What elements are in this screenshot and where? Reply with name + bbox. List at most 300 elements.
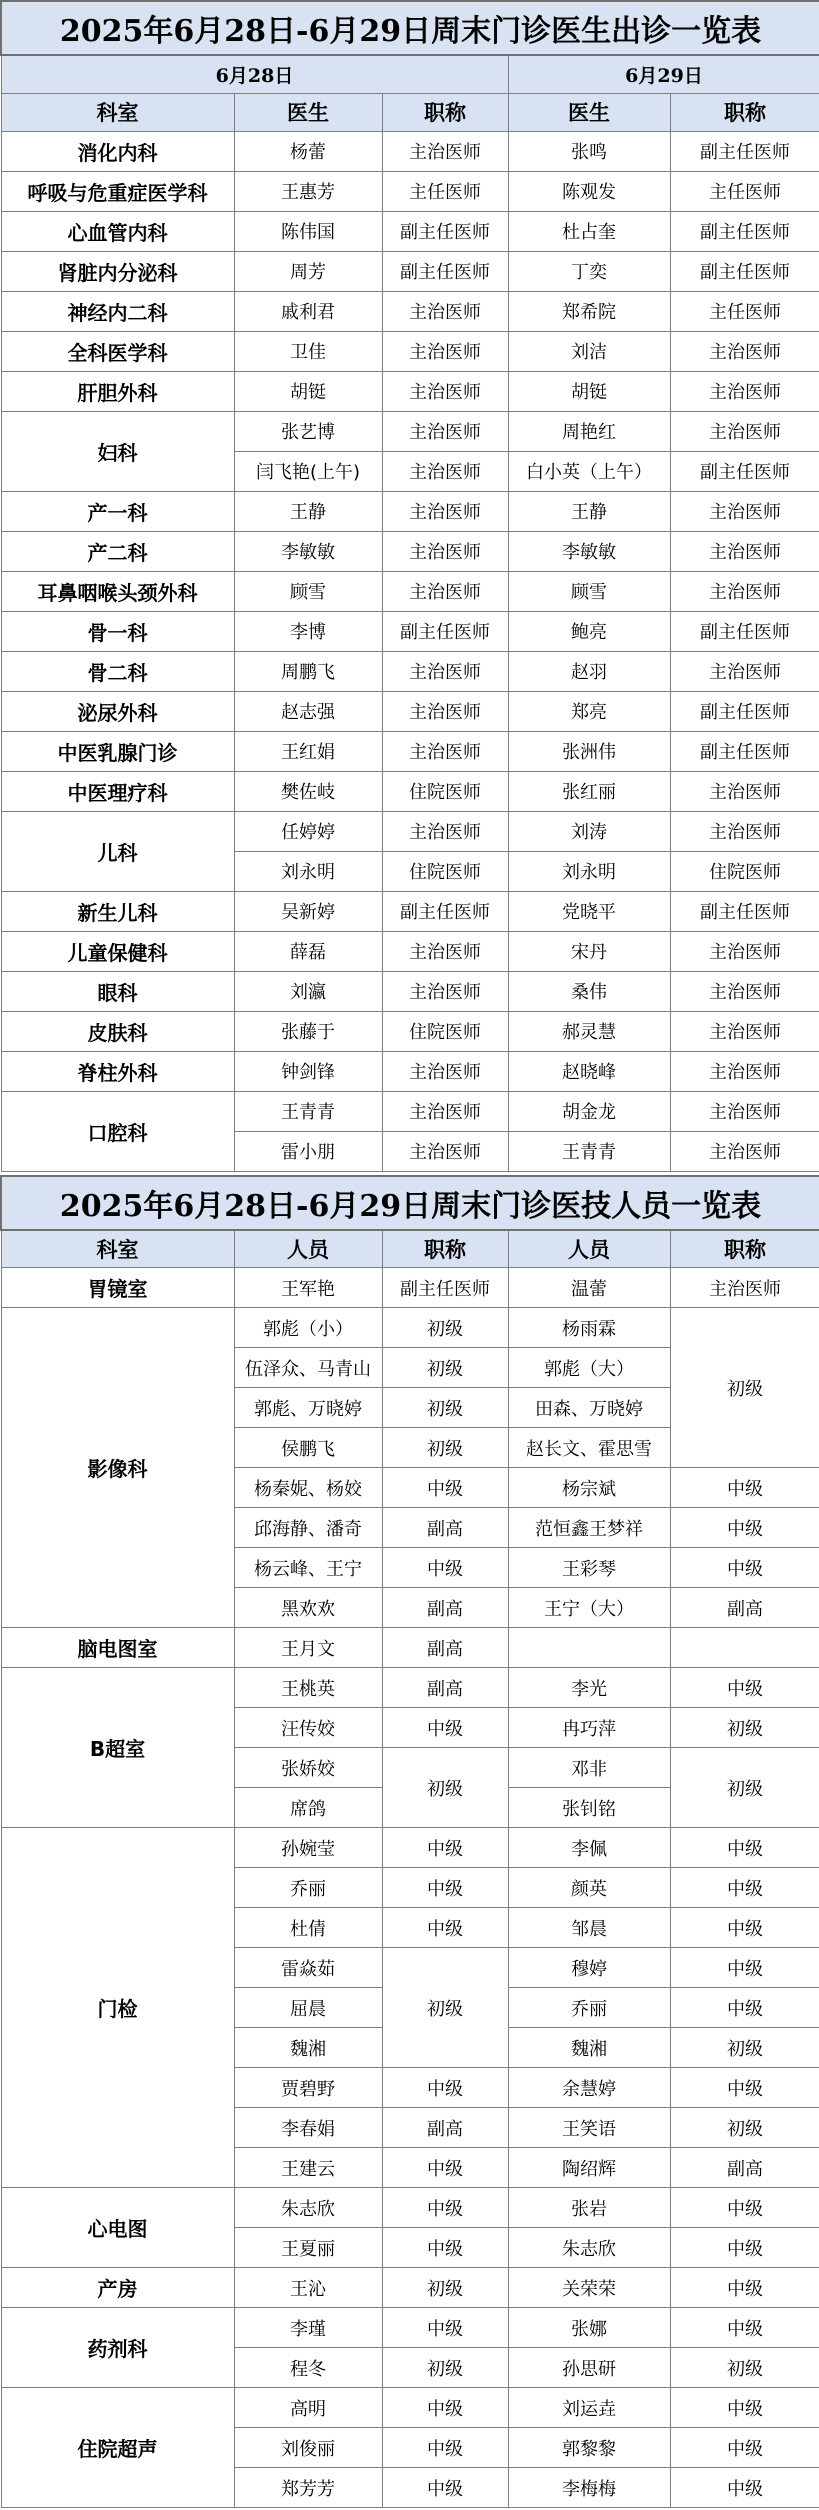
staff-name-cell: 张洲伟	[508, 731, 670, 771]
staff-title-cell: 中级	[382, 2428, 508, 2468]
col-header-dept: 科室	[1, 93, 234, 131]
staff-name-cell: 薛磊	[234, 931, 382, 971]
staff-title-cell: 初级	[670, 2028, 819, 2068]
staff-title-cell: 副主任医师	[382, 251, 508, 291]
staff-name-cell: 胡铤	[508, 371, 670, 411]
staff-name-cell: 杨宗斌	[508, 1468, 670, 1508]
staff-name-cell: 李敏敏	[508, 531, 670, 571]
staff-name-cell: 高明	[234, 2388, 382, 2428]
department-cell: 儿童保健科	[1, 931, 234, 971]
staff-title-cell: 主治医师	[382, 131, 508, 171]
staff-title-cell: 主治医师	[382, 931, 508, 971]
staff-title-cell: 初级	[382, 2268, 508, 2308]
staff-name-cell: 党晓平	[508, 891, 670, 931]
department-cell: 产一科	[1, 491, 234, 531]
staff-name-cell: 赵志强	[234, 691, 382, 731]
staff-name-cell: 丁奕	[508, 251, 670, 291]
staff-name-cell: 胡铤	[234, 371, 382, 411]
department-cell: 产二科	[1, 531, 234, 571]
staff-title-cell: 中级	[670, 1548, 819, 1588]
staff-name-cell: 白小英（上午）	[508, 451, 670, 491]
department-cell: 骨一科	[1, 611, 234, 651]
staff-title-cell: 中级	[670, 1468, 819, 1508]
staff-name-cell: 顾雪	[508, 571, 670, 611]
staff-title-cell: 主治医师	[670, 931, 819, 971]
staff-name-cell: 李敏敏	[234, 531, 382, 571]
staff-title-cell: 初级	[382, 1948, 508, 2068]
staff-name-cell: 李博	[234, 611, 382, 651]
staff-title-cell: 副主任医师	[670, 251, 819, 291]
staff-title-cell	[670, 1628, 819, 1668]
staff-name-cell: 邓非	[508, 1748, 670, 1788]
staff-name-cell: 邹晨	[508, 1908, 670, 1948]
staff-name-cell: 颜英	[508, 1868, 670, 1908]
staff-name-cell: 胡金龙	[508, 1091, 670, 1131]
table-row	[1, 971, 819, 1011]
staff-title-cell: 住院医师	[670, 851, 819, 891]
staff-name-cell: 周鹏飞	[234, 651, 382, 691]
department-cell: 药剂科	[1, 2308, 234, 2388]
staff-name-cell: 乔丽	[234, 1868, 382, 1908]
staff-title-cell: 主治医师	[382, 1051, 508, 1091]
staff-name-cell: 郝灵慧	[508, 1011, 670, 1051]
staff-title-cell: 主任医师	[670, 291, 819, 331]
department-cell: 肝胆外科	[1, 371, 234, 411]
staff-title-cell: 中级	[382, 2468, 508, 2508]
staff-title-cell: 中级	[382, 2388, 508, 2428]
staff-name-cell: 赵羽	[508, 651, 670, 691]
staff-name-cell: 郭彪（大）	[508, 1348, 670, 1388]
staff-title-cell: 中级	[382, 2148, 508, 2188]
staff-name-cell: 刘永明	[508, 851, 670, 891]
table-row	[1, 891, 819, 931]
department-cell: 眼科	[1, 971, 234, 1011]
department-cell: 胃镜室	[1, 1268, 234, 1308]
staff-title-cell: 主治医师	[382, 971, 508, 1011]
staff-title-cell: 中级	[382, 2308, 508, 2348]
staff-name-cell	[508, 1628, 670, 1668]
staff-name-cell: 卫佳	[234, 331, 382, 371]
staff-title-cell: 中级	[382, 1908, 508, 1948]
staff-name-cell: 贾碧野	[234, 2068, 382, 2108]
staff-title-cell: 初级	[670, 1708, 819, 1748]
table-row	[1, 251, 819, 291]
staff-name-cell: 郭彪（小）	[234, 1308, 382, 1348]
staff-name-cell: 穆婷	[508, 1948, 670, 1988]
staff-title-cell: 初级	[382, 1308, 508, 1348]
staff-name-cell: 陈伟国	[234, 211, 382, 251]
staff-name-cell: 席鸽	[234, 1788, 382, 1828]
table-row	[1, 531, 819, 571]
table-row	[1, 171, 819, 211]
staff-name-cell: 郑希院	[508, 291, 670, 331]
col-header-title: 职称	[382, 93, 508, 131]
staff-title-cell: 副主任医师	[670, 211, 819, 251]
staff-title-cell: 初级	[382, 1428, 508, 1468]
staff-name-cell: 杨蕾	[234, 131, 382, 171]
staff-name-cell: 刘运垚	[508, 2388, 670, 2428]
staff-name-cell: 张艺博	[234, 411, 382, 451]
staff-title-cell: 主任医师	[382, 171, 508, 211]
staff-name-cell: 伍泽众、马青山	[234, 1348, 382, 1388]
staff-title-cell: 主治医师	[670, 971, 819, 1011]
staff-title-cell: 主治医师	[382, 571, 508, 611]
table-row	[1, 931, 819, 971]
staff-title-cell: 住院医师	[382, 1011, 508, 1051]
staff-title-cell: 初级	[382, 1748, 508, 1828]
staff-title-cell: 中级	[670, 2188, 819, 2228]
staff-title-cell: 主治医师	[670, 1268, 819, 1308]
staff-name-cell: 邱海静、潘奇	[234, 1508, 382, 1548]
staff-name-cell: 张岩	[508, 2188, 670, 2228]
staff-title-cell: 中级	[670, 2228, 819, 2268]
staff-name-cell: 王青青	[508, 1131, 670, 1171]
staff-title-cell: 主治医师	[382, 411, 508, 451]
staff-title-cell: 主治医师	[670, 1131, 819, 1171]
staff-title-cell: 主任医师	[670, 171, 819, 211]
table-row	[1, 1268, 819, 1308]
staff-name-cell: 王红娟	[234, 731, 382, 771]
date-header-0628: 6月28日	[1, 55, 508, 93]
table-row	[1, 491, 819, 531]
staff-title-cell: 中级	[670, 2068, 819, 2108]
staff-name-cell: 李佩	[508, 1828, 670, 1868]
staff-name-cell: 乔丽	[508, 1988, 670, 2028]
staff-name-cell: 钟剑锋	[234, 1051, 382, 1091]
staff-title-cell: 中级	[670, 1988, 819, 2028]
table-row	[1, 1091, 819, 1131]
staff-name-cell: 雷小朋	[234, 1131, 382, 1171]
staff-title-cell: 主治医师	[382, 1091, 508, 1131]
staff-name-cell: 张娇姣	[234, 1748, 382, 1788]
staff-title-cell: 中级	[382, 1548, 508, 1588]
department-cell: 产房	[1, 2268, 234, 2308]
staff-name-cell: 朱志欣	[234, 2188, 382, 2228]
staff-name-cell: 郭黎黎	[508, 2428, 670, 2468]
table-row	[1, 1308, 819, 1348]
staff-name-cell: 范恒鑫王梦祥	[508, 1508, 670, 1548]
department-cell: B超室	[1, 1668, 234, 1828]
staff-name-cell: 王沁	[234, 2268, 382, 2308]
staff-name-cell: 李春娟	[234, 2108, 382, 2148]
staff-name-cell: 余慧婷	[508, 2068, 670, 2108]
department-cell: 神经内二科	[1, 291, 234, 331]
col-header-title: 职称	[670, 93, 819, 131]
staff-title-cell: 初级	[382, 1388, 508, 1428]
staff-title-cell: 副高	[670, 1588, 819, 1628]
staff-title-cell: 初级	[670, 1748, 819, 1828]
staff-name-cell: 张娜	[508, 2308, 670, 2348]
staff-name-cell: 张鸣	[508, 131, 670, 171]
staff-name-cell: 雷焱茹	[234, 1948, 382, 1988]
table-row	[1, 771, 819, 811]
staff-name-cell: 鲍亮	[508, 611, 670, 651]
staff-name-cell: 王宁（大）	[508, 1588, 670, 1628]
department-cell: 新生儿科	[1, 891, 234, 931]
department-cell: 门检	[1, 1828, 234, 2188]
staff-name-cell: 刘涛	[508, 811, 670, 851]
staff-name-cell: 杨秦妮、杨姣	[234, 1468, 382, 1508]
staff-title-cell: 副高	[382, 1588, 508, 1628]
staff-name-cell: 闫飞艳(上午)	[234, 451, 382, 491]
table-row	[1, 2268, 819, 2308]
staff-title-cell: 中级	[382, 1708, 508, 1748]
department-cell: 耳鼻咽喉头颈外科	[1, 571, 234, 611]
department-cell: 全科医学科	[1, 331, 234, 371]
staff-name-cell: 杜占奎	[508, 211, 670, 251]
staff-title-cell: 主治医师	[382, 371, 508, 411]
department-cell: 心血管内科	[1, 211, 234, 251]
department-cell: 口腔科	[1, 1091, 234, 1171]
staff-name-cell: 任婷婷	[234, 811, 382, 851]
staff-name-cell: 孙思研	[508, 2348, 670, 2388]
staff-title-cell: 副高	[382, 1668, 508, 1708]
staff-name-cell: 王夏丽	[234, 2228, 382, 2268]
table-row	[1, 691, 819, 731]
table-row	[1, 611, 819, 651]
staff-name-cell: 冉巧萍	[508, 1708, 670, 1748]
staff-name-cell: 魏湘	[508, 2028, 670, 2068]
department-cell: 脊柱外科	[1, 1051, 234, 1091]
staff-name-cell: 王笑语	[508, 2108, 670, 2148]
staff-name-cell: 周芳	[234, 251, 382, 291]
staff-title-cell: 初级	[382, 1348, 508, 1388]
staff-name-cell: 王青青	[234, 1091, 382, 1131]
staff-name-cell: 王军艳	[234, 1268, 382, 1308]
staff-title-cell: 副主任医师	[670, 611, 819, 651]
staff-title-cell: 住院医师	[382, 851, 508, 891]
table-row	[1, 291, 819, 331]
department-cell: 皮肤科	[1, 1011, 234, 1051]
staff-title-cell: 副主任医师	[670, 691, 819, 731]
staff-name-cell: 王彩琴	[508, 1548, 670, 1588]
department-cell: 消化内科	[1, 131, 234, 171]
staff-title-cell: 副高	[670, 2148, 819, 2188]
staff-name-cell: 朱志欣	[508, 2228, 670, 2268]
staff-title-cell: 主治医师	[670, 1091, 819, 1131]
staff-title-cell: 中级	[670, 2388, 819, 2428]
staff-name-cell: 赵晓峰	[508, 1051, 670, 1091]
staff-name-cell: 杨云峰、王宁	[234, 1548, 382, 1588]
staff-name-cell: 陶绍辉	[508, 2148, 670, 2188]
staff-name-cell: 戚利君	[234, 291, 382, 331]
staff-name-cell: 侯鹏飞	[234, 1428, 382, 1468]
staff-title-cell: 中级	[670, 1908, 819, 1948]
staff-title-cell: 副主任医师	[382, 611, 508, 651]
table-row	[1, 571, 819, 611]
staff-title-cell: 主治医师	[382, 811, 508, 851]
staff-title-cell: 主治医师	[382, 531, 508, 571]
staff-name-cell: 杨雨霖	[508, 1308, 670, 1348]
staff-name-cell: 温蕾	[508, 1268, 670, 1308]
table-row	[1, 371, 819, 411]
department-cell: 骨二科	[1, 651, 234, 691]
staff-name-cell: 王桃英	[234, 1668, 382, 1708]
staff-title-cell: 副主任医师	[670, 451, 819, 491]
staff-title-cell: 初级	[382, 2348, 508, 2388]
staff-title-cell: 主治医师	[670, 1011, 819, 1051]
staff-title-cell: 副主任医师	[382, 1268, 508, 1308]
staff-title-cell: 主治医师	[382, 491, 508, 531]
staff-title-cell: 中级	[382, 2188, 508, 2228]
staff-title-cell: 主治医师	[670, 411, 819, 451]
staff-title-cell: 主治医师	[670, 811, 819, 851]
staff-title-cell: 中级	[670, 1508, 819, 1548]
table-row	[1, 331, 819, 371]
staff-title-cell: 住院医师	[382, 771, 508, 811]
staff-name-cell: 周艳红	[508, 411, 670, 451]
staff-name-cell: 黑欢欢	[234, 1588, 382, 1628]
staff-name-cell: 宋丹	[508, 931, 670, 971]
staff-name-cell: 李梅梅	[508, 2468, 670, 2508]
staff-title-cell: 主治医师	[670, 1051, 819, 1091]
staff-title-cell: 初级	[670, 1308, 819, 1468]
staff-title-cell: 初级	[670, 2348, 819, 2388]
table-row	[1, 1828, 819, 1868]
staff-title-cell: 主治医师	[670, 771, 819, 811]
staff-title-cell: 主治医师	[382, 731, 508, 771]
staff-name-cell: 关荣荣	[508, 2268, 670, 2308]
staff-name-cell: 杜倩	[234, 1908, 382, 1948]
staff-title-cell: 副主任医师	[670, 891, 819, 931]
table-row	[1, 1628, 819, 1668]
department-cell: 泌尿外科	[1, 691, 234, 731]
staff-title-cell: 副高	[382, 1628, 508, 1668]
staff-name-cell: 桑伟	[508, 971, 670, 1011]
table-row	[1, 2188, 819, 2228]
department-cell: 呼吸与危重症医学科	[1, 171, 234, 211]
staff-title-cell: 中级	[670, 1948, 819, 1988]
staff-title-cell: 中级	[670, 1868, 819, 1908]
staff-name-cell: 屈晨	[234, 1988, 382, 2028]
department-cell: 脑电图室	[1, 1628, 234, 1668]
table-row	[1, 411, 819, 451]
staff-name-cell: 王建云	[234, 2148, 382, 2188]
col-header-dept: 科室	[1, 1230, 234, 1268]
staff-title-cell: 中级	[382, 1468, 508, 1508]
staff-name-cell: 汪传姣	[234, 1708, 382, 1748]
department-cell: 中医乳腺门诊	[1, 731, 234, 771]
staff-title-cell: 中级	[382, 2228, 508, 2268]
staff-name-cell: 王静	[234, 491, 382, 531]
doctor-table-title: 2025年6月28日-6月29日周末门诊医生出诊一览表	[1, 1, 819, 55]
table-row	[1, 1011, 819, 1051]
doctor-schedule-table	[0, 0, 819, 1172]
staff-name-cell: 刘瀛	[234, 971, 382, 1011]
technician-table-title: 2025年6月28日-6月29日周末门诊医技人员一览表	[1, 1176, 819, 1230]
staff-title-cell: 中级	[670, 2268, 819, 2308]
staff-name-cell: 刘俊丽	[234, 2428, 382, 2468]
staff-name-cell: 田森、万晓婷	[508, 1388, 670, 1428]
staff-title-cell: 主治医师	[670, 371, 819, 411]
table-row	[1, 211, 819, 251]
table-row	[1, 811, 819, 851]
staff-title-cell: 中级	[670, 2308, 819, 2348]
staff-title-cell: 中级	[382, 1868, 508, 1908]
staff-title-cell: 主治医师	[382, 291, 508, 331]
table-row	[1, 1668, 819, 1708]
staff-title-cell: 初级	[670, 2108, 819, 2148]
staff-name-cell: 王静	[508, 491, 670, 531]
staff-name-cell: 李瑾	[234, 2308, 382, 2348]
staff-title-cell: 中级	[670, 2468, 819, 2508]
department-cell: 住院超声	[1, 2388, 234, 2508]
department-cell: 中医理疗科	[1, 771, 234, 811]
staff-name-cell: 陈观发	[508, 171, 670, 211]
staff-title-cell: 副高	[382, 2108, 508, 2148]
staff-name-cell: 王惠芳	[234, 171, 382, 211]
staff-title-cell: 副主任医师	[670, 731, 819, 771]
staff-title-cell: 副主任医师	[382, 891, 508, 931]
staff-name-cell: 顾雪	[234, 571, 382, 611]
table-row	[1, 651, 819, 691]
staff-name-cell: 赵长文、霍思雪	[508, 1428, 670, 1468]
staff-title-cell: 主治医师	[670, 331, 819, 371]
table-row	[1, 2308, 819, 2348]
staff-title-cell: 主治医师	[382, 691, 508, 731]
staff-title-cell: 主治医师	[670, 491, 819, 531]
staff-name-cell: 刘洁	[508, 331, 670, 371]
staff-title-cell: 中级	[670, 2428, 819, 2468]
staff-title-cell: 副主任医师	[670, 131, 819, 171]
staff-name-cell: 李光	[508, 1668, 670, 1708]
staff-title-cell: 主治医师	[382, 331, 508, 371]
staff-title-cell: 中级	[670, 1828, 819, 1868]
staff-name-cell: 郑芳芳	[234, 2468, 382, 2508]
col-header-title: 职称	[382, 1230, 508, 1268]
staff-title-cell: 主治医师	[382, 651, 508, 691]
staff-name-cell: 张藤于	[234, 1011, 382, 1051]
department-cell: 妇科	[1, 411, 234, 491]
staff-name-cell: 郑亮	[508, 691, 670, 731]
col-header-title: 职称	[670, 1230, 819, 1268]
staff-title-cell: 主治医师	[670, 531, 819, 571]
table-row	[1, 731, 819, 771]
date-header-0629: 6月29日	[508, 55, 819, 93]
table-row	[1, 1051, 819, 1091]
col-header-doctor: 医生	[234, 93, 382, 131]
table-row	[1, 131, 819, 171]
staff-title-cell: 副主任医师	[382, 211, 508, 251]
staff-name-cell: 张红丽	[508, 771, 670, 811]
staff-name-cell: 郭彪、万晓婷	[234, 1388, 382, 1428]
col-header-staff: 人员	[234, 1230, 382, 1268]
staff-name-cell: 张钊铭	[508, 1788, 670, 1828]
staff-title-cell: 中级	[382, 1828, 508, 1868]
staff-name-cell: 樊佐岐	[234, 771, 382, 811]
department-cell: 儿科	[1, 811, 234, 891]
staff-title-cell: 中级	[670, 1668, 819, 1708]
staff-name-cell: 刘永明	[234, 851, 382, 891]
col-header-doctor: 医生	[508, 93, 670, 131]
staff-name-cell: 王月文	[234, 1628, 382, 1668]
staff-title-cell: 主治医师	[670, 571, 819, 611]
staff-title-cell: 主治医师	[382, 1131, 508, 1171]
table-row	[1, 2388, 819, 2428]
department-cell: 心电图	[1, 2188, 234, 2268]
staff-name-cell: 程冬	[234, 2348, 382, 2388]
staff-name-cell: 魏湘	[234, 2028, 382, 2068]
col-header-staff: 人员	[508, 1230, 670, 1268]
staff-title-cell: 中级	[382, 2068, 508, 2108]
staff-title-cell: 主治医师	[670, 651, 819, 691]
staff-title-cell: 主治医师	[382, 451, 508, 491]
department-cell: 肾脏内分泌科	[1, 251, 234, 291]
department-cell: 影像科	[1, 1308, 234, 1628]
staff-name-cell: 吴新婷	[234, 891, 382, 931]
staff-name-cell: 孙婉莹	[234, 1828, 382, 1868]
technician-schedule-table	[0, 1175, 819, 2509]
